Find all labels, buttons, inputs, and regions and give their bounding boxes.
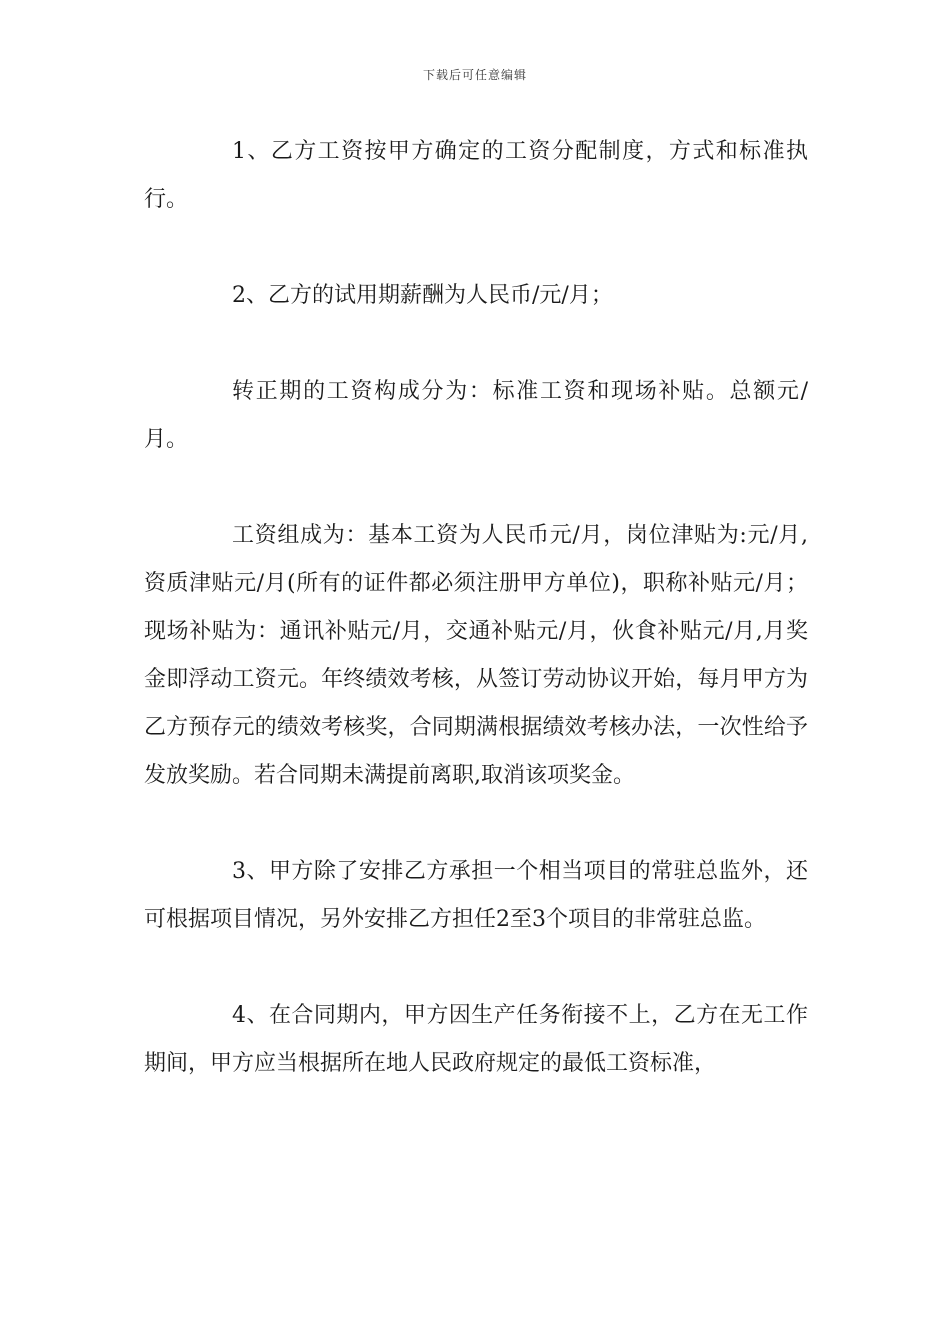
paragraph-probation-pay: 2、乙方的试用期薪酬为人民币/元/月；: [232, 283, 613, 308]
paragraph-regular-pay: 转正期的工资构成分为：标准工资和现场补贴。总额元/月。: [144, 379, 808, 452]
document-body: [144, 128, 808, 1136]
paragraph-salary-system: 1、乙方工资按甲方确定的工资分配制度，方式和标准执行。: [144, 139, 808, 212]
page-header: 下载后可任意编辑: [422, 68, 527, 82]
paragraph-salary-composition: 工资组成为：基本工资为人民币元/月，岗位津贴为:元/月,资质津贴元/月(所有的证件都必须注册甲方单位)，职称补贴元/月；现场补贴为：通讯补贴元/月，交通补贴元/月，伙食补贴元/月,月奖金即浮动工资元。年终绩效考核，从签订劳动协议开始，每月甲方为乙方预存元的绩效考核奖，合同期满根据绩效考核办法，一次性给予发放奖励。若合同期未满提前离职,取消该项奖金。: [144, 523, 808, 788]
paragraph-idle-period: 4、在合同期内，甲方因生产任务衔接不上，乙方在无工作期间，甲方应当根据所在地人民政府规定的最低工资标准，: [144, 1003, 808, 1076]
paragraph-project-assignment: 3、甲方除了安排乙方承担一个相当项目的常驻总监外，还可根据项目情况，另外安排乙方担任2至3个项目的非常驻总监。: [144, 859, 808, 932]
